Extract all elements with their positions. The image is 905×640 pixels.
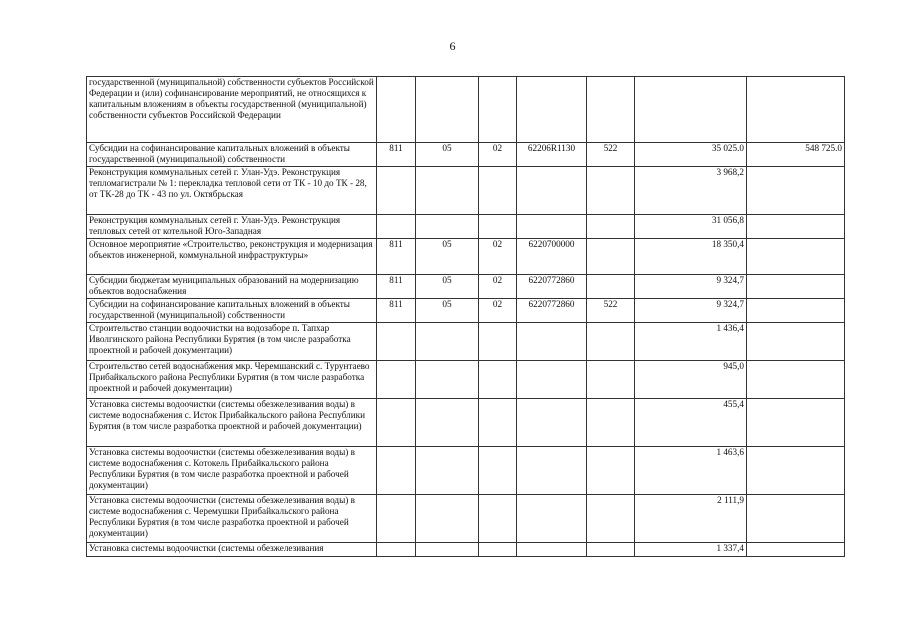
- ministry-code-cell: 811: [377, 275, 416, 299]
- section-code-cell: 05: [416, 275, 479, 299]
- amount-cell: 31 056,8: [635, 215, 747, 239]
- target-article-cell: 6220772860: [517, 275, 587, 299]
- row-name-cell: Установка системы водоочистки (системы обезжелезивания воды) в системе водоснабжения с. Исток Прибайкальского района Республики Бурятия (в том числе разработка проектной и рабочей документации): [87, 399, 377, 447]
- ministry-code-cell: 811: [377, 239, 416, 275]
- row-name-cell: Установка системы водоочистки (системы обезжелезивания воды) в системе водоснабжения с. Котокель Прибайкальского района Республики Бурятия (в том числе разработка проектной и рабочей документации): [87, 447, 377, 495]
- amount-cell: 1 436,4: [635, 323, 747, 361]
- target-article-cell: [517, 495, 587, 543]
- subsection-code-cell: [479, 399, 517, 447]
- subsection-code-cell: [479, 215, 517, 239]
- ministry-code-cell: 811: [377, 299, 416, 323]
- section-code-cell: [416, 77, 479, 143]
- table-row: [87, 299, 845, 323]
- table-row: [87, 275, 845, 299]
- ministry-code-cell: [377, 77, 416, 143]
- amount-total-cell: [747, 323, 845, 361]
- expense-type-cell: [587, 447, 635, 495]
- target-article-cell: 6220772860: [517, 299, 587, 323]
- subsection-code-cell: [479, 323, 517, 361]
- subsection-code-cell: [479, 447, 517, 495]
- table-row: [87, 143, 845, 167]
- ministry-code-cell: [377, 495, 416, 543]
- page-number: 6: [449, 39, 456, 53]
- row-name-cell: Реконструкция коммунальных сетей г. Улан-Удэ. Реконструкция тепломагистрали № 1: перекладка тепловой сети от ТК - 10 до ТК - 28, от ТК-28 до ТК - 43 по ул. Октябрьская: [87, 167, 377, 215]
- section-code-cell: [416, 399, 479, 447]
- expense-type-cell: [587, 543, 635, 557]
- row-name-cell: Реконструкция коммунальных сетей г. Улан-Удэ. Реконструкция тепловых сетей от котельной Юго-Западная: [87, 215, 377, 239]
- table-row: [87, 239, 845, 275]
- subsection-code-cell: [479, 361, 517, 399]
- section-code-cell: [416, 361, 479, 399]
- row-name-cell: Основное мероприятие «Строительство, реконструкция и модернизация объектов инженерной, коммунальной инфраструктуры»: [87, 239, 377, 275]
- amount-total-cell: [747, 275, 845, 299]
- row-name-cell: Строительство сетей водоснабжения мкр. Черемшанский с. Турунтаево Прибайкальского района Республики Бурятия (в том числе разработка проектной и рабочей документации): [87, 361, 377, 399]
- subsection-code-cell: 02: [479, 143, 517, 167]
- expense-type-cell: [587, 399, 635, 447]
- amount-cell: 18 350,4: [635, 239, 747, 275]
- target-article-cell: [517, 361, 587, 399]
- section-code-cell: 05: [416, 239, 479, 275]
- amount-total-cell: [747, 167, 845, 215]
- expense-type-cell: [587, 275, 635, 299]
- amount-total-cell: [747, 543, 845, 557]
- amount-cell: 9 324,7: [635, 275, 747, 299]
- expense-type-cell: [587, 239, 635, 275]
- subsection-code-cell: [479, 77, 517, 143]
- target-article-cell: [517, 323, 587, 361]
- ministry-code-cell: [377, 361, 416, 399]
- ministry-code-cell: [377, 447, 416, 495]
- ministry-code-cell: [377, 323, 416, 361]
- table-row: [87, 167, 845, 215]
- budget-table: [86, 76, 845, 557]
- expense-type-cell: 522: [587, 299, 635, 323]
- amount-cell: 1 337,4: [635, 543, 747, 557]
- table-row: [87, 361, 845, 399]
- table-row: [87, 77, 845, 143]
- subsection-code-cell: 02: [479, 275, 517, 299]
- amount-total-cell: [747, 495, 845, 543]
- expense-type-cell: 522: [587, 143, 635, 167]
- amount-cell: 9 324,7: [635, 299, 747, 323]
- target-article-cell: 62206R1130: [517, 143, 587, 167]
- section-code-cell: 05: [416, 299, 479, 323]
- ministry-code-cell: [377, 215, 416, 239]
- ministry-code-cell: [377, 399, 416, 447]
- section-code-cell: [416, 495, 479, 543]
- amount-total-cell: [747, 361, 845, 399]
- ministry-code-cell: [377, 167, 416, 215]
- amount-total-cell: 548 725.0: [747, 143, 845, 167]
- section-code-cell: [416, 167, 479, 215]
- amount-cell: 945,0: [635, 361, 747, 399]
- row-name-cell: Субсидии на софинансирование капитальных вложений в объекты государственной (муниципальной) собственности: [87, 143, 377, 167]
- expense-type-cell: [587, 495, 635, 543]
- expense-type-cell: [587, 77, 635, 143]
- table-row: [87, 495, 845, 543]
- table-row: [87, 447, 845, 495]
- ministry-code-cell: [377, 543, 416, 557]
- subsection-code-cell: 02: [479, 239, 517, 275]
- target-article-cell: [517, 215, 587, 239]
- amount-total-cell: [747, 239, 845, 275]
- expense-type-cell: [587, 323, 635, 361]
- amount-cell: 35 025.0: [635, 143, 747, 167]
- target-article-cell: [517, 543, 587, 557]
- section-code-cell: 05: [416, 143, 479, 167]
- ministry-code-cell: 811: [377, 143, 416, 167]
- expense-type-cell: [587, 167, 635, 215]
- table-row: [87, 323, 845, 361]
- subsection-code-cell: [479, 167, 517, 215]
- amount-cell: 1 463,6: [635, 447, 747, 495]
- section-code-cell: [416, 543, 479, 557]
- row-name-cell: Субсидии бюджетам муниципальных образований на модернизацию объектов водоснабжения: [87, 275, 377, 299]
- amount-total-cell: [747, 77, 845, 143]
- row-name-cell: Строительство станции водоочистки на водозаборе п. Тапхар Иволгинского района Республики Бурятия (в том числе разработка проектной и рабочей документации): [87, 323, 377, 361]
- target-article-cell: [517, 77, 587, 143]
- amount-total-cell: [747, 447, 845, 495]
- amount-total-cell: [747, 215, 845, 239]
- amount-total-cell: [747, 299, 845, 323]
- row-name-cell: государственной (муниципальной) собственности субъектов Российской Федерации и (или) софинансирование мероприятий, не относящихся к капитальным вложениям в объекты государственной (муниципальной) собственности субъектов Российской Федерации: [87, 77, 377, 143]
- section-code-cell: [416, 447, 479, 495]
- row-name-cell: Субсидии на софинансирование капитальных вложений в объекты государственной (муниципальной) собственности: [87, 299, 377, 323]
- amount-cell: 455,4: [635, 399, 747, 447]
- target-article-cell: 6220700000: [517, 239, 587, 275]
- table-body: [87, 77, 845, 557]
- table-row: [87, 543, 845, 557]
- expense-type-cell: [587, 361, 635, 399]
- row-name-cell: Установка системы водоочистки (системы обезжелезивания: [87, 543, 377, 557]
- table-row: [87, 399, 845, 447]
- amount-cell: 3 968,2: [635, 167, 747, 215]
- section-code-cell: [416, 215, 479, 239]
- subsection-code-cell: [479, 495, 517, 543]
- subsection-code-cell: 02: [479, 299, 517, 323]
- row-name-cell: Установка системы водоочистки (системы обезжелезивания воды) в системе водоснабжения с. Черемушки Прибайкальского района Республики Бурятия (в том числе разработка проектной и рабочей документации): [87, 495, 377, 543]
- table-row: [87, 215, 845, 239]
- section-code-cell: [416, 323, 479, 361]
- expense-type-cell: [587, 215, 635, 239]
- amount-total-cell: [747, 399, 845, 447]
- subsection-code-cell: [479, 543, 517, 557]
- amount-cell: [635, 77, 747, 143]
- target-article-cell: [517, 399, 587, 447]
- amount-cell: 2 111,9: [635, 495, 747, 543]
- target-article-cell: [517, 447, 587, 495]
- target-article-cell: [517, 167, 587, 215]
